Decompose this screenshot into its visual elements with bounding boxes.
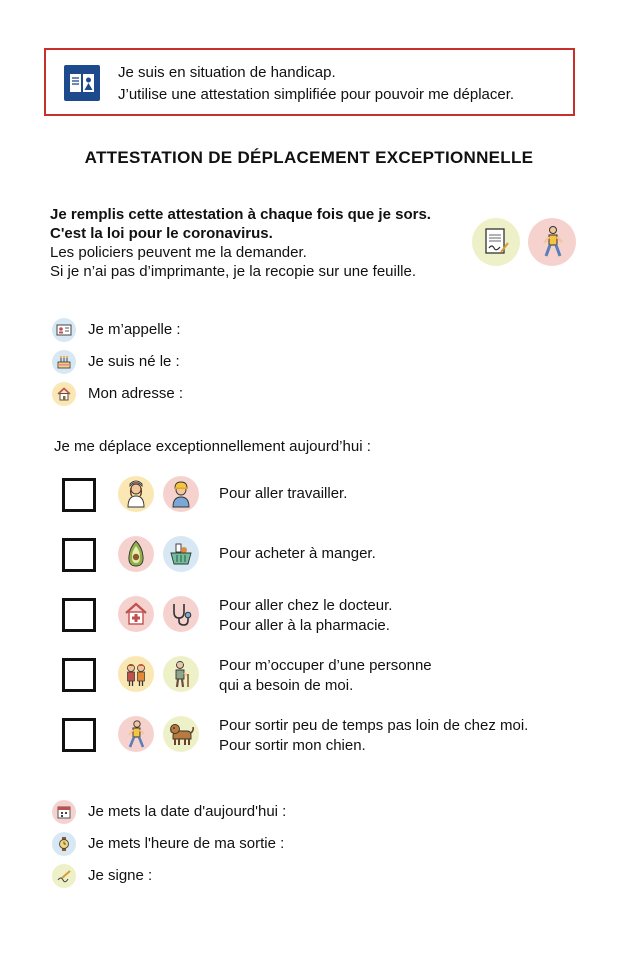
option-food-text: Pour acheter à manger. [219, 545, 376, 562]
shopping-basket-icon [163, 536, 199, 572]
intro-bold-line-2: C'est la loi pour le coronavirus. [50, 225, 273, 242]
option-care-text-2: qui a besoin de moi. [219, 677, 354, 694]
intro-text [50, 205, 431, 281]
document-sign-icon [472, 218, 520, 266]
children-icon [118, 656, 154, 692]
walking-person-icon [528, 218, 576, 266]
option-work-text: Pour aller travailler. [219, 485, 348, 502]
reasons-label: Je me déplace exceptionnellement aujourd’hui : [54, 438, 371, 455]
address-label: Mon adresse : [88, 385, 184, 402]
checkbox-care[interactable] [62, 658, 96, 692]
medical-house-icon [118, 596, 154, 632]
option-doctor-text: Pour aller chez le docteur. [219, 597, 393, 614]
worker-icon [163, 476, 199, 512]
time-label: Je mets l'heure de ma sortie : [88, 835, 285, 852]
stethoscope-icon [163, 596, 199, 632]
checkbox-walk[interactable] [62, 718, 96, 752]
option-care [62, 658, 582, 698]
house-icon [52, 382, 76, 406]
pen-sign-icon [52, 864, 76, 888]
intro-line-4: Si je n’ai pas d’imprimante, je la recopie sur une feuille. [50, 263, 417, 280]
option-walk-text-2: Pour sortir mon chien. [219, 737, 366, 754]
checkbox-work[interactable] [62, 478, 96, 512]
option-walk [62, 718, 582, 758]
walking-person-icon [118, 716, 154, 752]
option-work [62, 478, 582, 518]
elderly-person-icon [163, 656, 199, 692]
notice-line-1: Je suis en situation de handicap. [118, 64, 336, 81]
nurse-icon [118, 476, 154, 512]
date-label: Je mets la date d'aujourd'hui : [88, 803, 287, 820]
name-label: Je m’appelle : [88, 321, 181, 338]
option-care-text-1: Pour m’occuper d’une personne [219, 657, 432, 674]
signature-label: Je signe : [88, 867, 153, 884]
option-pharmacy-text: Pour aller à la pharmacie. [219, 617, 390, 634]
avocado-icon [118, 536, 154, 572]
dog-icon [163, 716, 199, 752]
intro-line-3: Les policiers peuvent me la demander. [50, 244, 307, 261]
page-title: ATTESTATION DE DÉPLACEMENT EXCEPTIONNELLE [84, 148, 534, 167]
watch-icon [52, 832, 76, 856]
id-card-icon [52, 318, 76, 342]
birthday-cake-icon [52, 350, 76, 374]
checkbox-doctor[interactable] [62, 598, 96, 632]
birth-date-label: Je suis né le : [88, 353, 180, 370]
checkbox-food[interactable] [62, 538, 96, 572]
option-food [62, 538, 582, 578]
calendar-icon [52, 800, 76, 824]
handicap-notice [44, 48, 575, 116]
easy-to-read-logo-icon [64, 65, 100, 101]
notice-line-2: J’utilise une attestation simplifiée pour pouvoir me déplacer. [118, 86, 515, 103]
intro-bold-line-1: Je remplis cette attestation à chaque fois que je sors. [50, 206, 431, 223]
option-walk-text-1: Pour sortir peu de temps pas loin de chez moi. [219, 717, 529, 734]
option-doctor [62, 598, 582, 638]
